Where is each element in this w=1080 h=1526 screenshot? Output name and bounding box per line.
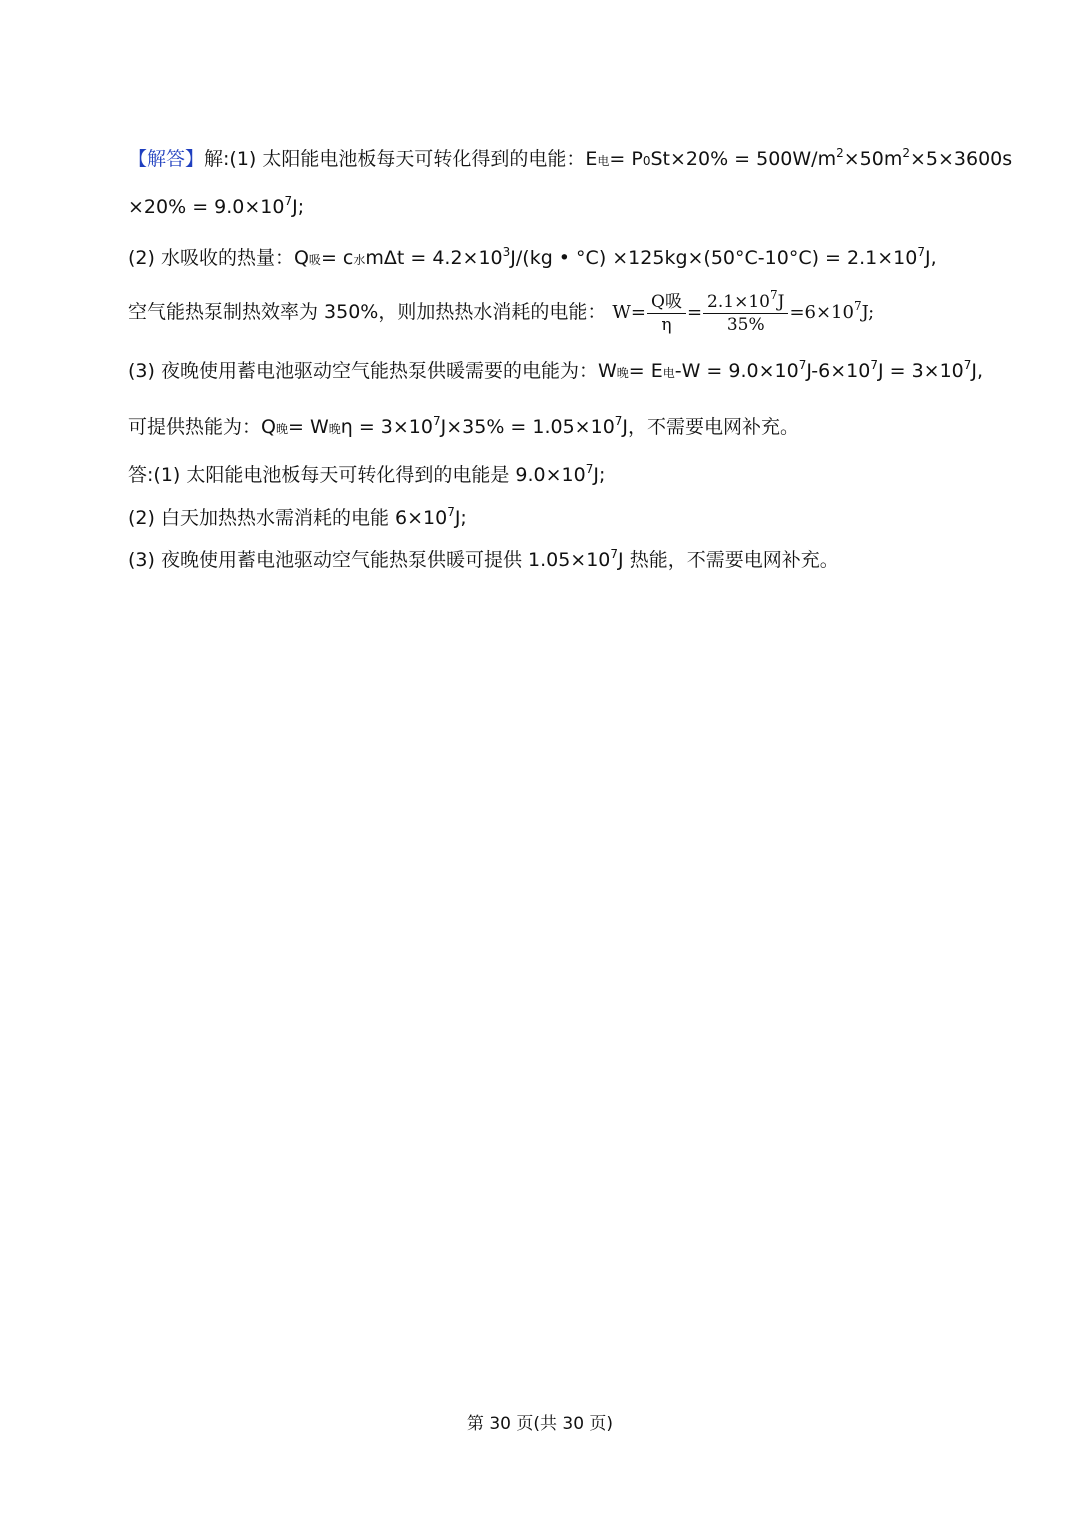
energy-formula: W= $\frac{\text{Q吸}}{\eta}$ = $\frac{2.1\times 10^7J}{35\%}$ $=6\times 10^7J$;	[612, 287, 875, 335]
solution-line-4: 空气能热泵制热效率为 350%，则加热热水消耗的电能： W= $\frac{\text{Q吸}}{\eta}$ = $\frac{2.1\times 10^7J}{35\%}$ $=6\times 10^7J$;	[128, 287, 875, 335]
answer-heading-tag: 【解答】	[128, 148, 205, 170]
fraction-value: $\frac{2.1\times 10^7J}{35\%}$	[703, 291, 788, 336]
page-number-footer: 第 30 页(共 30 页)	[466, 1414, 614, 1434]
answer-line-3: (3) 夜晚使用蓄电池驱动空气能热泵供暖可提供 $1.05\times 10^7J$ 热能，不需要电网补充。	[128, 547, 839, 571]
solution-line-2: $\times 20\% = 9.0\times 10^7J$;	[128, 194, 305, 218]
answer-line-1: 答:(1) 太阳能电池板每天可转化得到的电能是 $9.0\times 10^7J$;	[128, 462, 606, 486]
solution-line-5: (3) 夜晚使用蓄电池驱动空气能热泵供暖需要的电能为：W晚= E电$-W = 9.0\times 10^7J-6\times 10^7J = 3\times 10^7J$,	[128, 358, 984, 382]
solution-line-6: 可提供热能为：Q晚= W晚$\eta = 3\times 10^7J\times 35\% = 1.05\times 10^7J$，不需要电网补充。	[128, 414, 800, 438]
solution-line-1: 【解答】解:(1) 太阳能电池板每天可转化得到的电能：E电= $P0St\times 20\% = 500W/m^2\times 50m^2\times 5\times 3600s$	[128, 146, 1013, 170]
solution-line-3: (2) 水吸收的热量：Q吸= c水$m\Delta t = 4.2\times 10^3J/(kg$ • $^\circ C) \times 125kg\times(50^\circ C-10^\circ C) = 2.1\times 10^7J$,	[128, 245, 937, 269]
answer-line-2: (2) 白天加热热水需消耗的电能 $6\times 10^7J$;	[128, 505, 467, 529]
fraction-q-over-eta: $\frac{\text{Q吸}}{\eta}$	[647, 291, 686, 336]
